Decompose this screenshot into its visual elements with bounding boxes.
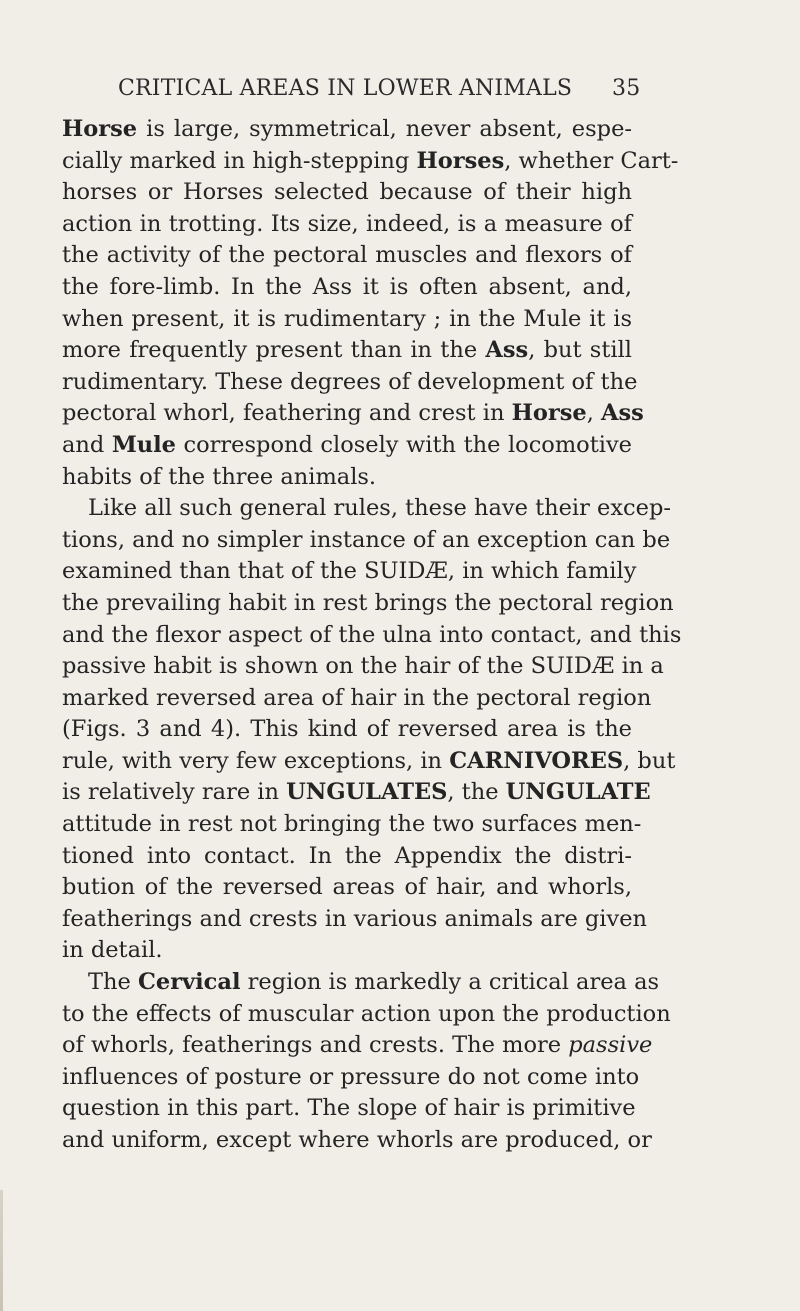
text-line: influences of posture or pressure do not come into: [62, 1063, 640, 1090]
text-line: and the flexor aspect of the ulna into contact, and this: [62, 621, 682, 648]
text-line: in detail.: [62, 937, 163, 964]
text-line: the prevailing habit in rest brings the pectoral region: [62, 589, 674, 616]
text-line: when present, it is rudimentary ; in the Mule it is: [62, 305, 632, 332]
text-line: Horse is large, symmetrical, never absent, espe-: [62, 116, 632, 142]
text-line: passive habit is shown on the hair of the SUIDÆ in a: [62, 653, 664, 680]
emph-ass: Ass: [485, 337, 529, 364]
page-edge-shadow: [0, 1190, 3, 1311]
text-line: more frequently present than in the Ass, but still: [62, 337, 632, 364]
text-line: and Mule correspond closely with the locomotive: [62, 431, 632, 458]
text-line: featherings and crests in various animals are given: [62, 905, 648, 932]
text-line: action in trotting. Its size, indeed, is a measure of: [62, 210, 632, 237]
running-title: CRITICAL AREAS IN LOWER ANIMALS: [118, 76, 573, 101]
emph-ungulates: UNGULATES: [286, 779, 448, 806]
emph-carnivores: CARNIVORES: [449, 747, 624, 774]
emph-horse: Horse: [511, 400, 587, 427]
text-line: is relatively rare in UNGULATES, the UNGULATE: [62, 779, 651, 806]
text-line: to the effects of muscular action upon the production: [62, 1000, 671, 1027]
text-line: The Cervical region is markedly a critical area as: [88, 969, 660, 996]
text-line: pectoral whorl, feathering and crest in Horse, Ass: [62, 400, 644, 427]
text-line: horses or Horses selected because of their high: [62, 179, 632, 206]
text-line: habits of the three animals.: [62, 463, 377, 490]
emph-horse: Horse: [62, 116, 138, 142]
text-line: tions, and no simpler instance of an exception can be: [62, 526, 671, 553]
emph-ass: Ass: [601, 400, 644, 427]
text-line: rule, with very few exceptions, in CARNIVORES, but: [62, 747, 676, 774]
body-text: [62, 114, 682, 1157]
text-line: attitude in rest not bringing the two surfaces men-: [62, 811, 642, 838]
text-line: the activity of the pectoral muscles and flexors of: [62, 242, 632, 269]
text-line: bution of the reversed areas of hair, and whorls,: [62, 874, 632, 901]
page-number: 35: [612, 76, 641, 101]
emph-passive: passive: [568, 1032, 653, 1059]
emph-ungulate: UNGULATE: [505, 779, 651, 806]
text-line: question in this part. The slope of hair is primitive: [62, 1095, 636, 1122]
text-line: tioned into contact. In the Appendix the distri-: [62, 842, 632, 869]
text-line: cially marked in high-stepping Horses, whether Cart-: [62, 147, 679, 174]
emph-mule: Mule: [111, 431, 176, 458]
text-line: marked reversed area of hair in the pectoral region: [62, 684, 652, 711]
text-line: (Figs. 3 and 4). This kind of reversed area is the: [62, 716, 632, 743]
text-line: of whorls, featherings and crests. The more passive: [62, 1032, 653, 1059]
text-line: rudimentary. These degrees of development of the: [62, 368, 638, 395]
text-line: and uniform, except where whorls are produced, or: [62, 1127, 652, 1153]
emph-cervical: Cervical: [137, 969, 241, 996]
text-line: the fore-limb. In the Ass it is often absent, and,: [62, 273, 632, 300]
emph-horses: Horses: [416, 147, 505, 174]
text-line: examined than that of the SUIDÆ, in which family: [62, 558, 637, 585]
text-line: Like all such general rules, these have their excep-: [88, 495, 671, 522]
